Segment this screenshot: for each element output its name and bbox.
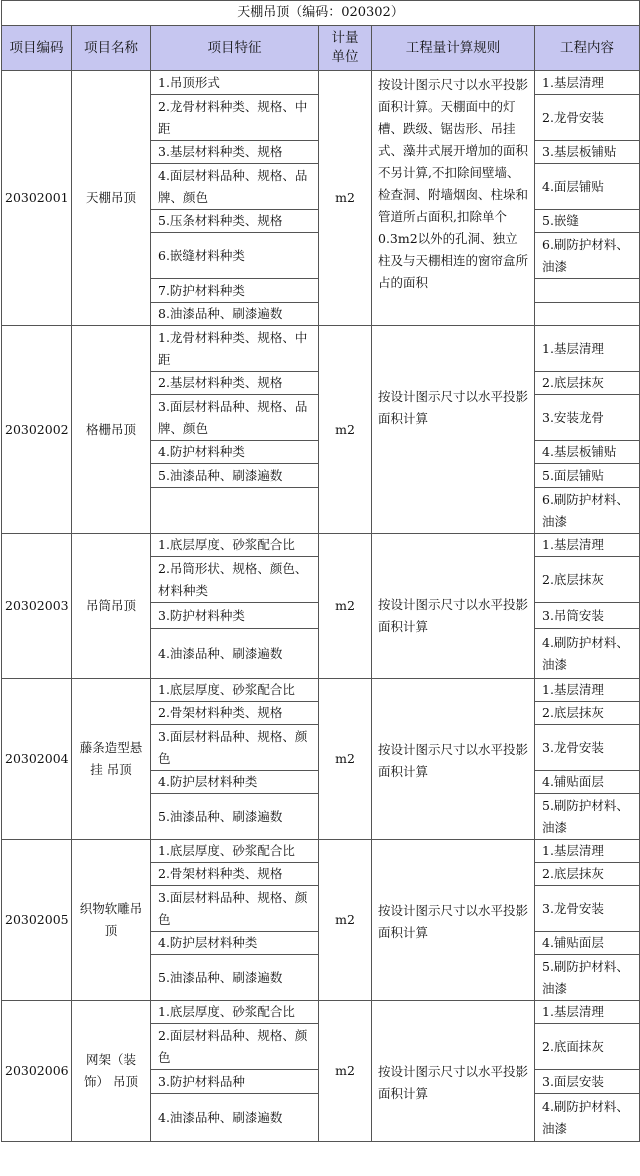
header-unit: 计量单位 xyxy=(319,26,372,71)
item-work-step: 4.铺贴面层 xyxy=(535,932,640,955)
item-feature: 3.面层材料品种、规格、颜色 xyxy=(151,886,319,932)
header-work: 工程内容 xyxy=(535,26,640,71)
item-work-step: 5.刷防护材料、油漆 xyxy=(535,794,640,840)
item-feature: 1.底层厚度、砂浆配合比 xyxy=(151,534,319,557)
item-work-step: 4.刷防护材料、油漆 xyxy=(535,629,640,679)
specification-table xyxy=(1,0,640,1142)
item-name: 格栅吊顶 xyxy=(72,326,151,534)
item-code: 20302001 xyxy=(2,71,72,326)
item-work-step: 3.面层安装 xyxy=(535,1070,640,1094)
item-work-step: 4.面层铺贴 xyxy=(535,164,640,210)
item-name: 藤条造型悬挂 吊顶 xyxy=(72,679,151,840)
item-work-step: 2.底层抹灰 xyxy=(535,702,640,725)
item-code: 20302003 xyxy=(2,534,72,679)
item-unit: m2 xyxy=(319,679,372,840)
item-feature: 4.防护层材料种类 xyxy=(151,932,319,955)
header-rule: 工程量计算规则 xyxy=(372,26,535,71)
item-feature: 2.骨架材料种类、规格 xyxy=(151,863,319,886)
table-body xyxy=(2,71,640,1142)
table-row xyxy=(2,534,640,557)
item-feature: 2.面层材料品种、规格、颜色 xyxy=(151,1024,319,1070)
item-work-step: 3.基层板铺贴 xyxy=(535,141,640,164)
item-feature: 1.底层厚度、砂浆配合比 xyxy=(151,679,319,702)
item-work-step: 2.底层抹灰 xyxy=(535,372,640,395)
item-work-step: 5.嵌缝 xyxy=(535,210,640,233)
header-code: 项目编码 xyxy=(2,26,72,71)
item-calc-rule: 按设计图示尺寸以水平投影面积计算 xyxy=(372,1001,535,1142)
item-work-step: 4.刷防护材料、油漆 xyxy=(535,1094,640,1142)
header-features: 项目特征 xyxy=(151,26,319,71)
item-feature: 2.基层材料种类、规格 xyxy=(151,372,319,395)
item-work-step: 3.龙骨安装 xyxy=(535,725,640,771)
item-code: 20302006 xyxy=(2,1001,72,1142)
item-name: 网架（装饰） 吊顶 xyxy=(72,1001,151,1142)
item-work-step: 4.基层板铺贴 xyxy=(535,441,640,464)
item-feature: 1.底层厚度、砂浆配合比 xyxy=(151,1001,319,1024)
table-row xyxy=(2,71,640,95)
item-work-step: 2.龙骨安装 xyxy=(535,95,640,141)
item-work-step: 1.基层清理 xyxy=(535,679,640,702)
item-work-step: 3.安装龙骨 xyxy=(535,395,640,441)
item-feature: 5.油漆品种、刷漆遍数 xyxy=(151,464,319,488)
item-calc-rule: 按设计图示尺寸以水平投影面积计算 xyxy=(372,326,535,534)
item-feature: 5.压条材料种类、规格 xyxy=(151,210,319,233)
item-work-step: 1.基层清理 xyxy=(535,326,640,372)
item-feature: 4.防护材料种类 xyxy=(151,441,319,464)
item-work-step: 6.刷防护材料、油漆 xyxy=(535,233,640,279)
item-feature: 2.骨架材料种类、规格 xyxy=(151,702,319,725)
item-feature: 1.底层厚度、砂浆配合比 xyxy=(151,840,319,863)
item-work-step: 1.基层清理 xyxy=(535,71,640,95)
item-feature: 3.基层材料种类、规格 xyxy=(151,141,319,164)
item-work-step: 3.吊筒安装 xyxy=(535,603,640,629)
item-feature: 4.油漆品种、刷漆遍数 xyxy=(151,629,319,679)
item-code: 20302005 xyxy=(2,840,72,1001)
item-work-step xyxy=(535,303,640,326)
table-row xyxy=(2,1001,640,1024)
item-work-step: 2.底面抹灰 xyxy=(535,1024,640,1070)
item-code: 20302002 xyxy=(2,326,72,534)
item-work-step: 6.刷防护材料、油漆 xyxy=(535,488,640,534)
item-work-step: 1.基层清理 xyxy=(535,534,640,557)
item-unit: m2 xyxy=(319,326,372,534)
item-calc-rule: 按设计图示尺寸以水平投影面积计算。天棚面中的灯槽、跌级、锯齿形、吊挂式、藻井式展开增加的面积不另计算,不扣除间壁墙、检查洞、附墙烟囱、柱垛和管道所占面积,扣除单个0.3m2以外的孔洞、独立柱及与天棚相连的窗帘盒所占的面积 xyxy=(372,71,535,326)
item-name: 吊筒吊顶 xyxy=(72,534,151,679)
item-feature: 3.防护材料品种 xyxy=(151,1070,319,1094)
item-feature xyxy=(151,488,319,534)
item-feature: 3.面层材料品种、规格、品牌、颜色 xyxy=(151,395,319,441)
item-feature: 3.防护材料种类 xyxy=(151,603,319,629)
item-feature: 2.吊筒形状、规格、颜色、材料种类 xyxy=(151,557,319,603)
item-feature: 5.油漆品种、刷漆遍数 xyxy=(151,794,319,840)
item-calc-rule: 按设计图示尺寸以水平投影面积计算 xyxy=(372,679,535,840)
item-feature: 3.面层材料品种、规格、颜色 xyxy=(151,725,319,771)
item-feature: 8.油漆品种、刷漆遍数 xyxy=(151,303,319,326)
item-unit: m2 xyxy=(319,534,372,679)
item-feature: 7.防护材料种类 xyxy=(151,279,319,303)
table-row xyxy=(2,679,640,702)
item-work-step: 1.基层清理 xyxy=(535,1001,640,1024)
item-work-step xyxy=(535,279,640,303)
item-feature: 1.龙骨材料种类、规格、中距 xyxy=(151,326,319,372)
item-work-step: 2.底层抹灰 xyxy=(535,863,640,886)
item-work-step: 4.铺贴面层 xyxy=(535,771,640,794)
item-feature: 4.油漆品种、刷漆遍数 xyxy=(151,1094,319,1142)
table-caption: 天棚吊顶（编码：020302） xyxy=(2,1,640,26)
table-row xyxy=(2,326,640,372)
item-unit: m2 xyxy=(319,1001,372,1142)
item-unit: m2 xyxy=(319,840,372,1001)
item-feature: 4.面层材料品种、规格、品牌、颜色 xyxy=(151,164,319,210)
header-name: 项目名称 xyxy=(72,26,151,71)
item-feature: 2.龙骨材料种类、规格、中距 xyxy=(151,95,319,141)
item-work-step: 2.底层抹灰 xyxy=(535,557,640,603)
item-feature: 4.防护层材料种类 xyxy=(151,771,319,794)
item-work-step: 5.面层铺贴 xyxy=(535,464,640,488)
item-name: 天棚吊顶 xyxy=(72,71,151,326)
item-feature: 6.嵌缝材料种类 xyxy=(151,233,319,279)
item-feature: 5.油漆品种、刷漆遍数 xyxy=(151,955,319,1001)
item-code: 20302004 xyxy=(2,679,72,840)
item-work-step: 3.龙骨安装 xyxy=(535,886,640,932)
table-row xyxy=(2,840,640,863)
item-unit: m2 xyxy=(319,71,372,326)
item-work-step: 1.基层清理 xyxy=(535,840,640,863)
item-calc-rule: 按设计图示尺寸以水平投影面积计算 xyxy=(372,534,535,679)
item-name: 织物软雕吊顶 xyxy=(72,840,151,1001)
item-work-step: 5.刷防护材料、油漆 xyxy=(535,955,640,1001)
item-calc-rule: 按设计图示尺寸以水平投影面积计算 xyxy=(372,840,535,1001)
item-feature: 1.吊顶形式 xyxy=(151,71,319,95)
